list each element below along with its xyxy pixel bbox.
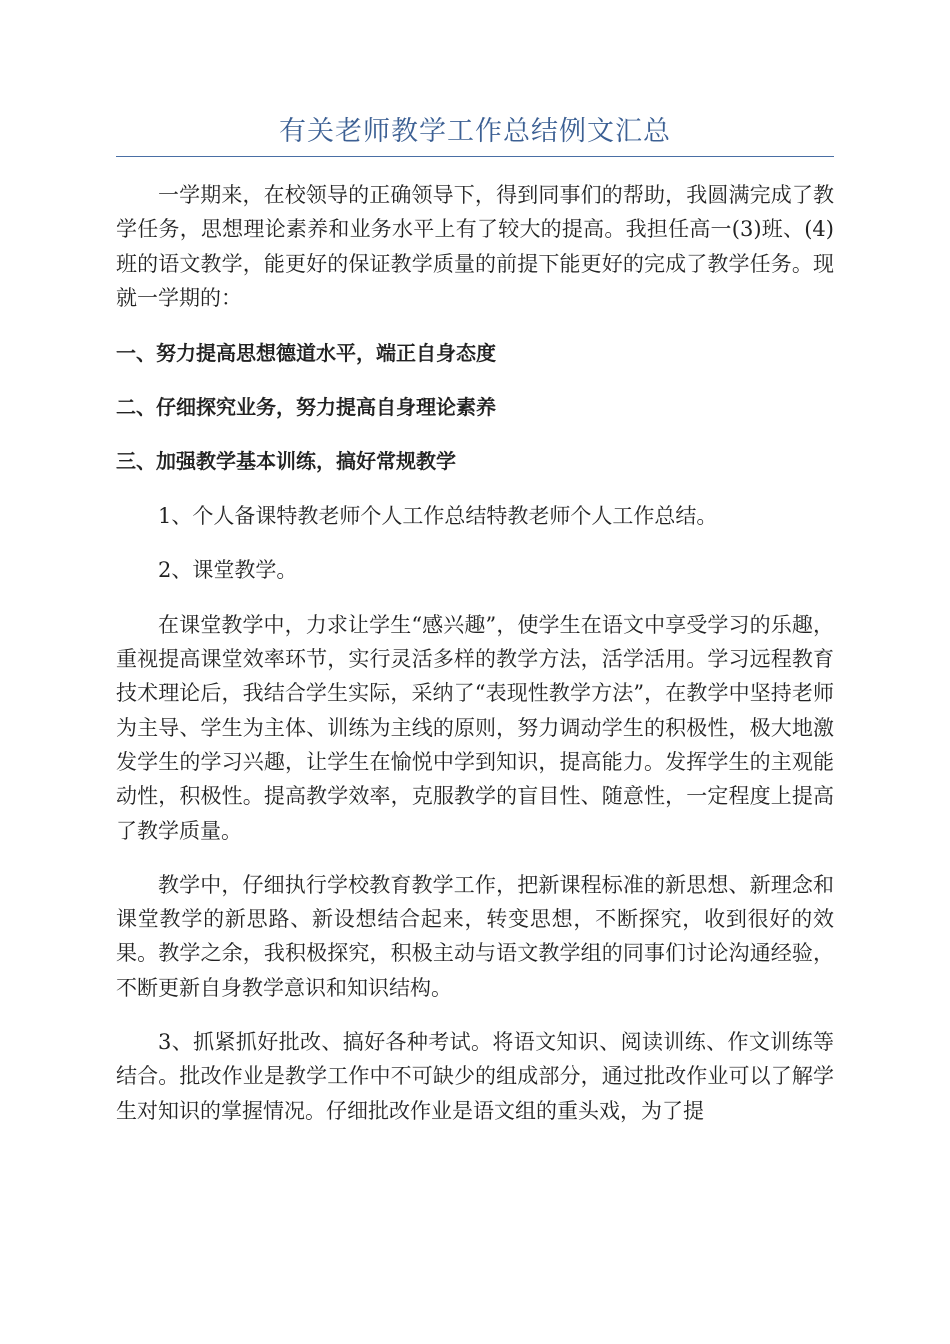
- section-heading-1: 一、努力提高思想德道水平，端正自身态度: [116, 341, 496, 366]
- document-body: [116, 178, 834, 1128]
- section-heading-2: 二、仔细探究业务，努力提高自身理论素养: [116, 395, 496, 420]
- list-item-2: 2、课堂教学。: [158, 558, 298, 583]
- list-item-3: 3、抓紧抓好批改、搞好各种考试。将语文知识、阅读训练、作文训练等结合。批改作业是教学工作中不可缺少的组成部分，通过批改作业可以了解学生对知识的掌握情况。仔细批改作业是语文组的重头戏，为了提: [116, 1030, 834, 1123]
- section-heading-3: 三、加强教学基本训练，搞好常规教学: [116, 449, 456, 474]
- list-item-1: 1、个人备课特教老师个人工作总结特教老师个人工作总结。: [158, 504, 718, 529]
- title-block: [116, 112, 834, 157]
- classroom-paragraph: 在课堂教学中，力求让学生“感兴趣”，使学生在语文中享受学习的乐趣，重视提高课堂效率环节，实行灵活多样的教学方法，活学活用。学习远程教育技术理论后，我结合学生实际，采纳了“表现性教学方法”，在教学中坚持老师为主导、学生为主体、训练为主线的原则，努力调动学生的积极性，极大地激发学生的学习兴趣，让学生在愉悦中学到知识，提高能力。发挥学生的主观能动性，积极性。提高教学效率，克服教学的盲目性、随意性，一定程度上提高了教学质量。: [116, 612, 834, 843]
- document-title: 有关老师教学工作总结例文汇总: [279, 116, 671, 147]
- intro-paragraph: 一学期来，在校领导的正确领导下，得到同事们的帮助，我圆满完成了教学任务，思想理论素养和业务水平上有了较大的提高。我担任高一(3)班、(4)班的语文教学，能更好的保证教学质量的前提下能更好的完成了教学任务。现就一学期的：: [116, 183, 834, 310]
- teaching-paragraph: 教学中，仔细执行学校教育教学工作，把新课程标准的新思想、新理念和课堂教学的新思路、新设想结合起来，转变思想，不断探究，收到很好的效果。教学之余，我积极探究，积极主动与语文教学组的同事们讨论沟通经验，不断更新自身教学意识和知识结构。: [116, 872, 834, 1000]
